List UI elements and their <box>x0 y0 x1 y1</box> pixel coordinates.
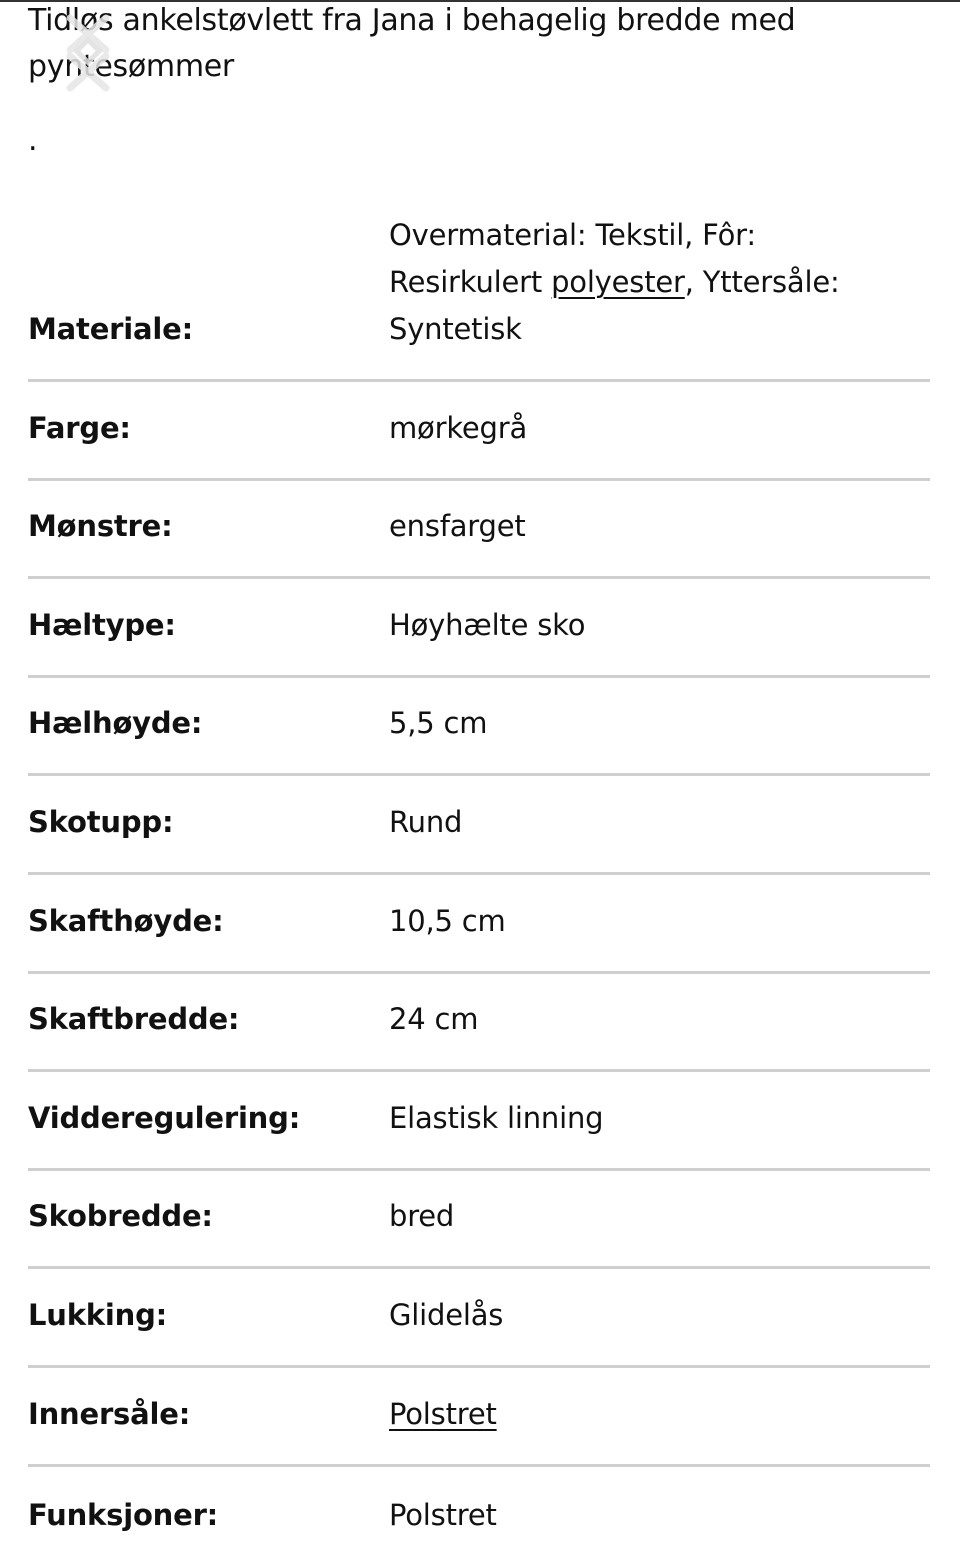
polyester-link[interactable]: polyester <box>551 265 685 299</box>
value-text: Resirkulert <box>389 265 552 299</box>
spec-value: 10,5 cm <box>389 903 506 938</box>
spec-row-funksjoner <box>28 1467 930 1565</box>
spec-label: Materiale: <box>28 312 193 346</box>
value-text: Overmaterial: Tekstil, Fôr: <box>389 218 756 252</box>
spec-row-skobredde <box>28 1171 930 1270</box>
spec-value: Elastisk linning <box>389 1100 604 1135</box>
spec-value: 24 cm <box>389 1002 479 1037</box>
spec-label: Vidderegulering: <box>28 1100 301 1135</box>
spec-value <box>389 212 930 353</box>
spec-row-haelhoyde <box>28 678 930 777</box>
spec-label: Mønstre: <box>28 509 173 544</box>
spec-row-vidderegulering <box>28 1072 930 1171</box>
spec-value: bred <box>389 1199 455 1234</box>
product-specs-table <box>28 218 930 1565</box>
spec-label: Skotupp: <box>28 804 174 839</box>
spec-value: Rund <box>389 804 463 839</box>
spec-row-innersale <box>28 1368 930 1467</box>
spec-label: Skaftbredde: <box>28 1002 240 1037</box>
spec-row-skotupp <box>28 776 930 875</box>
spec-value: Glidelås <box>389 1297 504 1332</box>
description-separator: . <box>28 123 38 158</box>
spec-row-skaftbredde <box>28 974 930 1073</box>
spec-row-skafthoyde <box>28 875 930 974</box>
spec-label: Hælhøyde: <box>28 706 203 741</box>
value-text: Syntetisk <box>389 312 522 346</box>
spec-row-haeltype <box>28 579 930 678</box>
spec-row-materiale <box>28 218 930 382</box>
spec-row-monstre <box>28 481 930 580</box>
spec-label: Innersåle: <box>28 1396 191 1431</box>
spec-label: Hæltype: <box>28 607 176 642</box>
product-description: Tidløs ankelstøvlett fra Jana i behagelig bredde med pyntesømmer <box>28 3 796 84</box>
spec-label: Skobredde: <box>28 1199 213 1234</box>
spec-value: ensfarget <box>389 509 526 544</box>
spec-value: Høyhælte sko <box>389 607 586 642</box>
spec-value: mørkegrå <box>389 410 528 445</box>
spec-label: Farge: <box>28 410 131 445</box>
spec-label: Lukking: <box>28 1297 168 1332</box>
spec-value: Polstret <box>389 1498 497 1533</box>
value-text: , Yttersåle: <box>684 265 840 299</box>
spec-row-farge <box>28 382 930 481</box>
spec-row-lukking <box>28 1269 930 1368</box>
spec-value <box>389 1391 930 1438</box>
spec-value: 5,5 cm <box>389 706 488 741</box>
polstret-link[interactable]: Polstret <box>389 1396 497 1431</box>
x-diamond-watermark-icon[interactable] <box>62 12 114 92</box>
spec-label: Funksjoner: <box>28 1498 219 1533</box>
spec-label: Skafthøyde: <box>28 903 224 938</box>
